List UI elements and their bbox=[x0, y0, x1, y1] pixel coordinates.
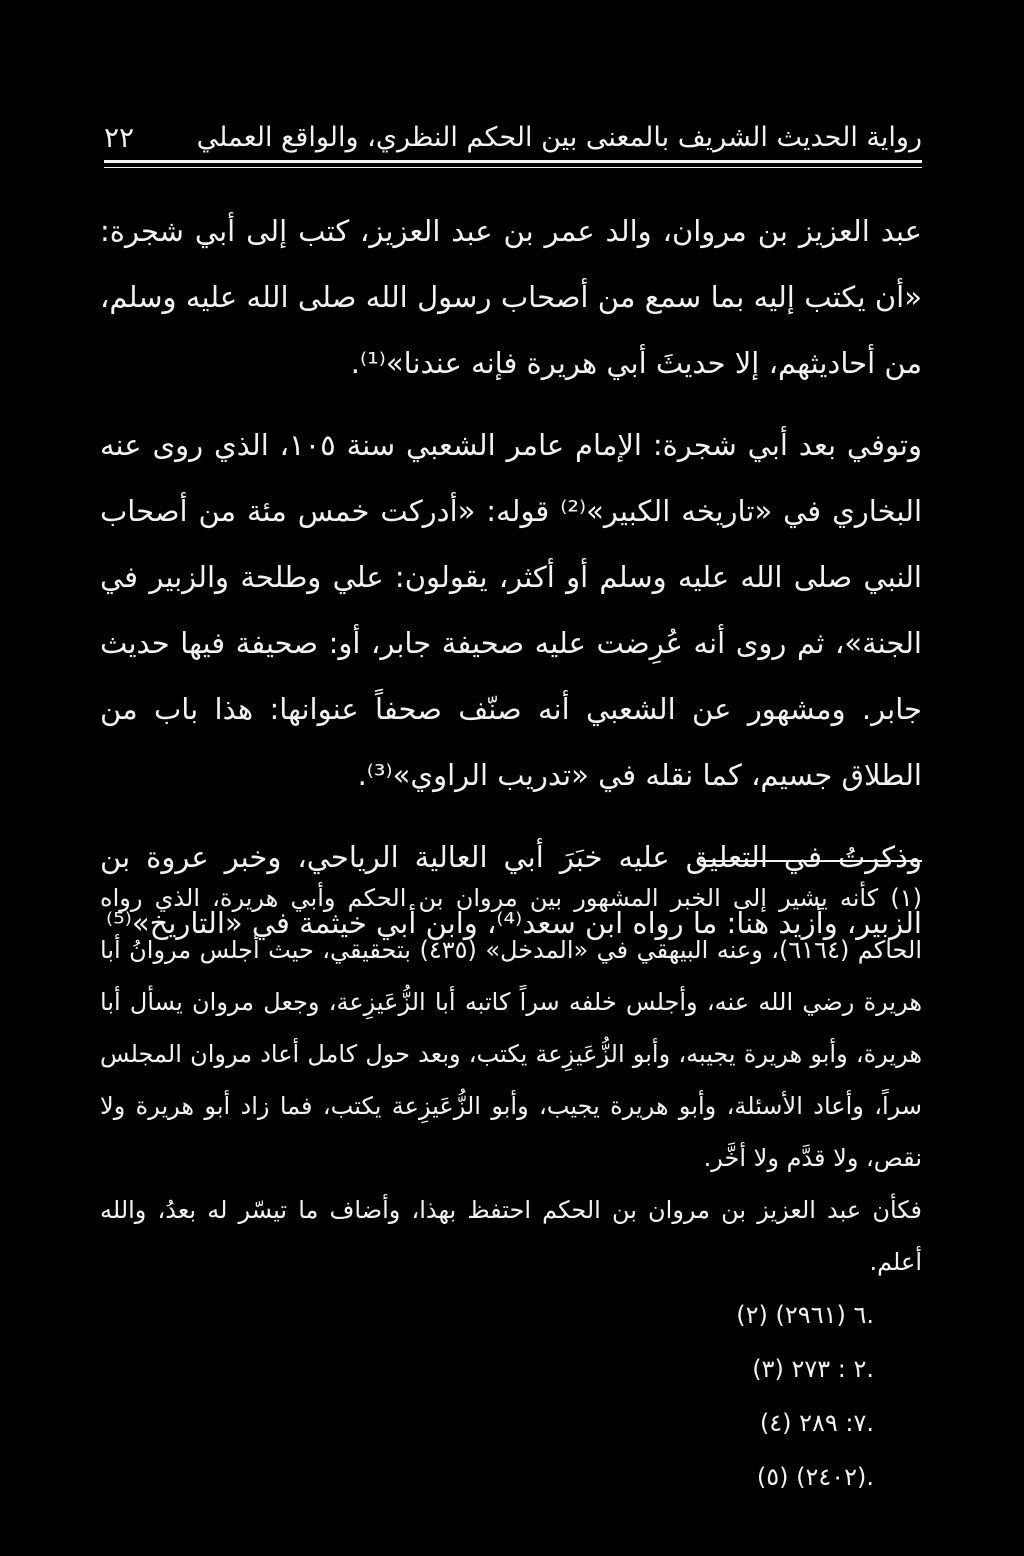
paragraph: عبد العزيز بن مروان، والد عمر بن عبد العزيز، كتب إلى أبي شجرة: «أن يكتب إليه بما سمع من أصحاب رسول الله صلى الله عليه وسلم، من أحاديثهم، إلا حديثَ أبي هريرة فإنه عندنا»⁽¹⁾. bbox=[100, 214, 922, 380]
header-divider bbox=[104, 160, 922, 168]
page-header bbox=[104, 118, 922, 158]
footnote: (٥) (٢٤٠٢). bbox=[756, 1463, 874, 1491]
footnote-divider bbox=[700, 860, 922, 862]
paragraph: وتوفي بعد أبي شجرة: الإمام عامر الشعبي سنة ١٠٥، الذي روى عنه البخاري في «تاريخه الكبير»⁽²⁾ قوله: «أدركت خمس مئة من أصحاب النبي صلى الله عليه وسلم أو أكثر، يقولون: علي وطلحة والزبير في الجنة»، ثم روى أنه عُرِضت عليه صحيفة جابر، أو: صحيفة فيها حديث جابر. ومشهور عن الشعبي أنه صنّف صحفاً عنوانها: هذا باب من الطلاق جسيم، كما نقله في «تدريب الراوي»⁽³⁾. bbox=[100, 428, 923, 792]
page-number: ٢٢ bbox=[104, 121, 135, 154]
paragraph: وذكرتُ في التعليق عليه خبَرَ أبي العالية الرياحي، وخبر عروة بن الزبير، وأزيد هنا: ما رواه ابن سعد⁽⁴⁾، وابن أبي خيثمة في «التاريخ»⁽⁵⁾ bbox=[100, 840, 922, 940]
main-text bbox=[100, 198, 922, 956]
footnote: فكأن عبد العزيز بن مروان بن الحكم احتفظ بهذا، وأضاف ما تيسّر له بعدُ، والله أعلم. bbox=[100, 1196, 922, 1276]
footnote: (٢) ٦ (٢٩٦١). bbox=[736, 1301, 874, 1329]
footnote: (٤) ٧: ٢٨٩. bbox=[759, 1409, 874, 1437]
footnote: (٣) ٢ : ٢٧٣. bbox=[752, 1355, 874, 1383]
footnote: (١) كأنه يشير إلى الخبر المشهور بين مروان بن الحكم وأبي هريرة، الذي رواه الحاكم (٦١٦٤)، وعنه البيهقي في «المدخل» (٤٣٥) بتحقيقي، حيث أجلس مروانُ أبا هريرة رضي الله عنه، وأجلس خلفه سراً كاتبه أبا الزُّعَيزِعة، وجعل مروان يسأل أبا هريرة، وأبو هريرة يجيبه، وأبو الزُّعَيزِعة يكتب، وبعد حول كامل أعاد مروان المجلس سراً، وأعاد الأسئلة، وأبو هريرة يجيب، وأبو الزُّعَيزِعة يكتب، فما زاد أبو هريرة ولا نقص، ولا قدَّم ولا أخَّر. bbox=[100, 884, 922, 1172]
running-title: رواية الحديث الشريف بالمعنى بين الحكم النظري، والواقع العملي bbox=[196, 122, 922, 153]
footnotes bbox=[100, 872, 922, 1504]
